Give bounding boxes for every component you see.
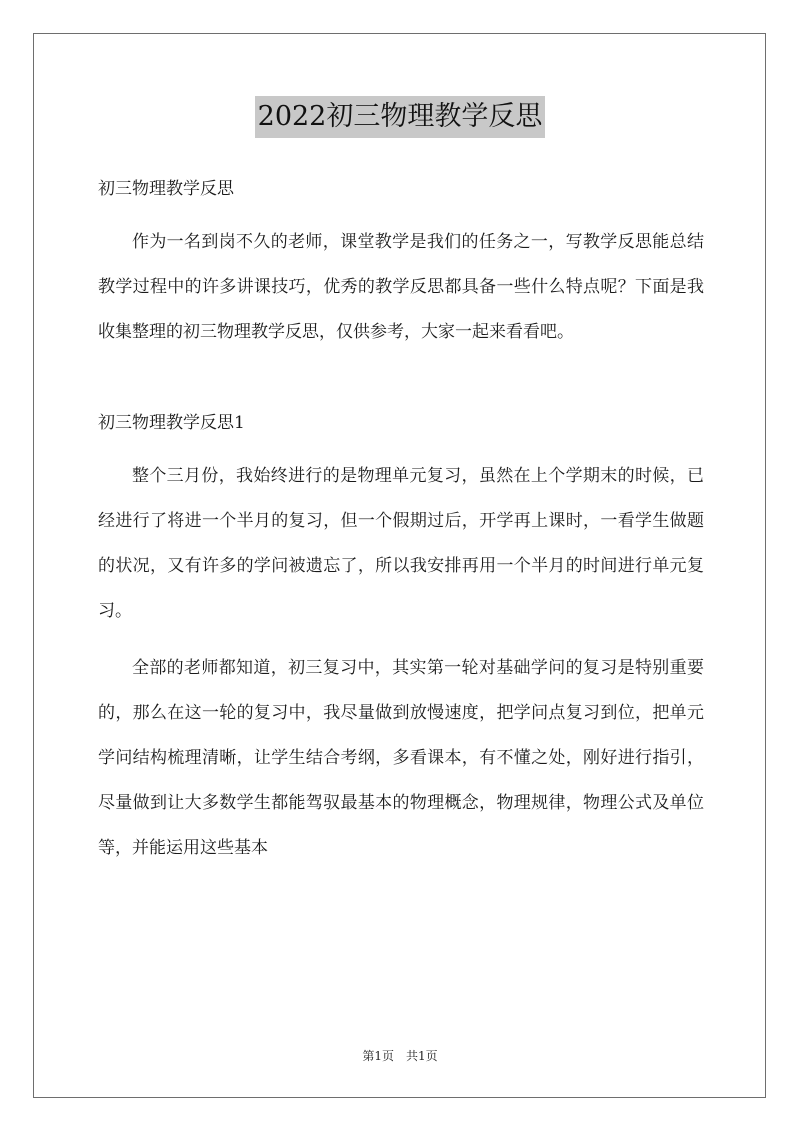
document-title: 2022初三物理教学反思 <box>255 96 546 138</box>
title-container <box>0 96 800 138</box>
document-body <box>98 164 704 871</box>
page-footer: 第1页 共1页 <box>362 1049 438 1063</box>
document-subtitle: 初三物理教学反思 <box>98 179 234 199</box>
section-paragraph-2: 全部的老师都知道，初三复习中，其实第一轮对基础学问的复习是特别重要的，那么在这一轮的复习中，我尽量做到放慢速度，把学问点复习到位，把单元学问结构梳理清晰，让学生结合考纲，多看课本，有不懂之处，刚好进行指引，尽量做到让大多数学生都能驾驭最基本的物理概念，物理规律，物理公式及单位等，并能运用这些基本 <box>98 658 704 858</box>
intro-paragraph: 作为一名到岗不久的老师，课堂教学是我们的任务之一，写教学反思能总结教学过程中的许多讲课技巧，优秀的教学反思都具备一些什么特点呢？下面是我收集整理的初三物理教学反思，仅供参考，大家一起来看看吧。 <box>98 232 704 342</box>
section-heading: 初三物理教学反思1 <box>98 413 245 433</box>
section-paragraph-1: 整个三月份，我始终进行的是物理单元复习，虽然在上个学期末的时候，已经进行了将进一个半月的复习，但一个假期过后，开学再上课时，一看学生做题的状况，又有许多的学问被遗忘了，所以我安排再用一个半月的时间进行单元复习。 <box>98 466 704 621</box>
